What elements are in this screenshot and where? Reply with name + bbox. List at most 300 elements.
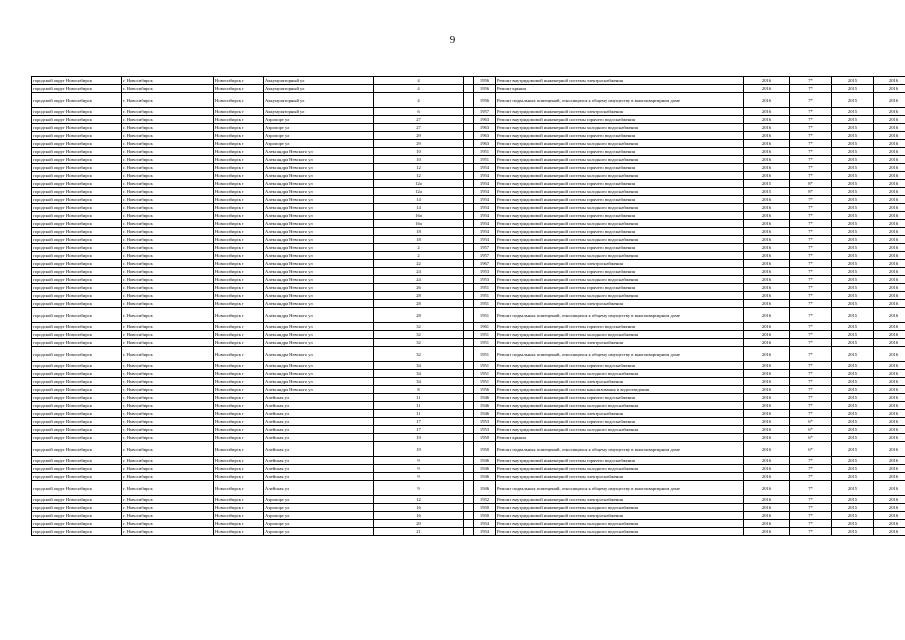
cell-settlement: г. Новосибирск bbox=[122, 180, 214, 188]
cell-work-type: Ремонт подвальных помещений, относящихся к общему имуществу в многоквартирном доме bbox=[496, 442, 744, 457]
cell-plan-year: 2016 bbox=[744, 77, 790, 85]
cell-house-number: 2 bbox=[374, 244, 464, 252]
cell-plan-year: 2016 bbox=[744, 331, 790, 339]
cell-blank bbox=[464, 496, 474, 504]
cell-build-year: 1951 bbox=[474, 292, 496, 300]
cell-blank bbox=[464, 323, 474, 331]
cell-priority: 7* bbox=[790, 85, 832, 93]
cell-house-number: 34 bbox=[374, 370, 464, 378]
table-row bbox=[32, 252, 905, 260]
cell-priority: 7* bbox=[790, 148, 832, 156]
cell-street: Алейская ул bbox=[264, 426, 374, 434]
cell-settlement: г. Новосибирск bbox=[122, 512, 214, 520]
cell-plan-year: 2016 bbox=[744, 276, 790, 284]
cell-period-end: 2016 bbox=[874, 512, 905, 520]
cell-house-number: 28 bbox=[374, 292, 464, 300]
cell-city: Новосибирск г bbox=[214, 156, 264, 164]
cell-plan-year: 2016 bbox=[744, 520, 790, 528]
cell-period-start: 2015 bbox=[832, 108, 874, 116]
cell-build-year: 1957 bbox=[474, 244, 496, 252]
cell-house-number: 2 bbox=[374, 252, 464, 260]
cell-priority: 6* bbox=[790, 418, 832, 426]
cell-period-start: 2015 bbox=[832, 196, 874, 204]
cell-priority: 7* bbox=[790, 292, 832, 300]
cell-priority: 7* bbox=[790, 481, 832, 496]
cell-house-number: 27 bbox=[374, 124, 464, 132]
cell-settlement: г. Новосибирск bbox=[122, 268, 214, 276]
cell-priority: 7* bbox=[790, 308, 832, 323]
cell-plan-year: 2016 bbox=[744, 362, 790, 370]
cell-municipality: городской округ Новосибирск bbox=[32, 300, 122, 308]
cell-house-number: 16a bbox=[374, 212, 464, 220]
cell-period-end: 2016 bbox=[874, 260, 905, 268]
cell-plan-year: 2016 bbox=[744, 410, 790, 418]
cell-priority: 7* bbox=[790, 323, 832, 331]
cell-work-type: Ремонт внутридомовой инженерной системы холодного водоснабжения bbox=[496, 156, 744, 164]
cell-priority: 7* bbox=[790, 77, 832, 85]
cell-build-year: 1954 bbox=[474, 188, 496, 196]
cell-house-number: 28 bbox=[374, 300, 464, 308]
cell-house-number: 28 bbox=[374, 308, 464, 323]
cell-work-type: Ремонт крыши bbox=[496, 85, 744, 93]
cell-blank bbox=[464, 528, 474, 536]
cell-build-year: 1956 bbox=[474, 85, 496, 93]
table-row bbox=[32, 308, 905, 323]
cell-house-number: 24 bbox=[374, 268, 464, 276]
cell-plan-year: 2016 bbox=[744, 457, 790, 465]
cell-period-end: 2016 bbox=[874, 132, 905, 140]
cell-build-year: 1954 bbox=[474, 204, 496, 212]
cell-plan-year: 2016 bbox=[744, 434, 790, 442]
cell-period-start: 2015 bbox=[832, 394, 874, 402]
cell-settlement: г. Новосибирск bbox=[122, 339, 214, 347]
cell-settlement: г. Новосибирск bbox=[122, 300, 214, 308]
cell-city: Новосибирск г bbox=[214, 172, 264, 180]
cell-priority: 7* bbox=[790, 132, 832, 140]
cell-priority: 6* bbox=[790, 426, 832, 434]
cell-settlement: г. Новосибирск bbox=[122, 212, 214, 220]
cell-city: Новосибирск г bbox=[214, 252, 264, 260]
cell-blank bbox=[464, 402, 474, 410]
cell-priority: 7* bbox=[790, 196, 832, 204]
cell-priority: 7* bbox=[790, 204, 832, 212]
table-row bbox=[32, 378, 905, 386]
table-row bbox=[32, 156, 905, 164]
cell-priority: 7* bbox=[790, 164, 832, 172]
cell-period-start: 2015 bbox=[832, 164, 874, 172]
cell-build-year: 1963 bbox=[474, 140, 496, 148]
cell-city: Новосибирск г bbox=[214, 402, 264, 410]
table-row bbox=[32, 140, 905, 148]
cell-period-start: 2015 bbox=[832, 465, 874, 473]
table-row bbox=[32, 434, 905, 442]
cell-priority: 7* bbox=[790, 410, 832, 418]
cell-street: Александра Невского ул bbox=[264, 196, 374, 204]
cell-house-number: 11 bbox=[374, 410, 464, 418]
cell-priority: 7* bbox=[790, 394, 832, 402]
cell-street: Александра Невского ул bbox=[264, 244, 374, 252]
cell-plan-year: 2016 bbox=[744, 323, 790, 331]
cell-priority: 7* bbox=[790, 378, 832, 386]
table-row bbox=[32, 331, 905, 339]
cell-period-start: 2015 bbox=[832, 370, 874, 378]
cell-municipality: городской округ Новосибирск bbox=[32, 347, 122, 362]
cell-blank bbox=[464, 236, 474, 244]
cell-period-start: 2015 bbox=[832, 93, 874, 108]
cell-period-end: 2016 bbox=[874, 457, 905, 465]
cell-city: Новосибирск г bbox=[214, 520, 264, 528]
cell-settlement: г. Новосибирск bbox=[122, 132, 214, 140]
cell-period-end: 2016 bbox=[874, 386, 905, 394]
cell-street: Аэропорт ул bbox=[264, 124, 374, 132]
cell-plan-year: 2016 bbox=[744, 252, 790, 260]
cell-house-number: 21 bbox=[374, 528, 464, 536]
cell-work-type: Ремонт внутридомовой инженерной системы горячего водоснабжения bbox=[496, 457, 744, 465]
cell-period-start: 2015 bbox=[832, 252, 874, 260]
cell-priority: 7* bbox=[790, 528, 832, 536]
table-row bbox=[32, 394, 905, 402]
cell-house-number: 9 bbox=[374, 473, 464, 481]
cell-settlement: г. Новосибирск bbox=[122, 164, 214, 172]
cell-city: Новосибирск г bbox=[214, 180, 264, 188]
cell-period-end: 2016 bbox=[874, 196, 905, 204]
cell-street: Алейская ул bbox=[264, 410, 374, 418]
cell-build-year: 1963 bbox=[474, 132, 496, 140]
cell-work-type: Ремонт внутридомовой инженерной системы горячего водоснабжения bbox=[496, 418, 744, 426]
cell-period-start: 2015 bbox=[832, 457, 874, 465]
cell-municipality: городской округ Новосибирск bbox=[32, 124, 122, 132]
cell-plan-year: 2016 bbox=[744, 465, 790, 473]
cell-municipality: городской округ Новосибирск bbox=[32, 212, 122, 220]
cell-period-start: 2015 bbox=[832, 481, 874, 496]
table-row bbox=[32, 180, 905, 188]
cell-municipality: городской округ Новосибирск bbox=[32, 457, 122, 465]
cell-city: Новосибирск г bbox=[214, 394, 264, 402]
cell-house-number: 4 bbox=[374, 93, 464, 108]
cell-build-year: 1954 bbox=[474, 528, 496, 536]
cell-period-end: 2016 bbox=[874, 481, 905, 496]
cell-blank bbox=[464, 370, 474, 378]
cell-plan-year: 2016 bbox=[744, 260, 790, 268]
cell-period-end: 2016 bbox=[874, 116, 905, 124]
cell-blank bbox=[464, 410, 474, 418]
table-row bbox=[32, 132, 905, 140]
cell-city: Новосибирск г bbox=[214, 378, 264, 386]
cell-city: Новосибирск г bbox=[214, 85, 264, 93]
cell-municipality: городской округ Новосибирск bbox=[32, 418, 122, 426]
cell-work-type: Ремонт внутридомовой инженерной системы холодного водоснабжения bbox=[496, 140, 744, 148]
table-row bbox=[32, 339, 905, 347]
cell-city: Новосибирск г bbox=[214, 108, 264, 116]
cell-work-type: Ремонт внутридомовой инженерной системы холодного водоснабжения bbox=[496, 504, 744, 512]
cell-street: Аэропорт ул bbox=[264, 520, 374, 528]
cell-build-year: 1957 bbox=[474, 252, 496, 260]
cell-work-type: Ремонт внутридомовой инженерной системы электроснабжения bbox=[496, 300, 744, 308]
cell-city: Новосибирск г bbox=[214, 228, 264, 236]
table-row bbox=[32, 370, 905, 378]
cell-municipality: городской округ Новосибирск bbox=[32, 228, 122, 236]
table-row bbox=[32, 212, 905, 220]
cell-blank bbox=[464, 418, 474, 426]
cell-house-number: 9 bbox=[374, 481, 464, 496]
cell-period-start: 2015 bbox=[832, 116, 874, 124]
cell-plan-year: 2016 bbox=[744, 284, 790, 292]
cell-plan-year: 2016 bbox=[744, 481, 790, 496]
table-row bbox=[32, 196, 905, 204]
cell-period-end: 2016 bbox=[874, 228, 905, 236]
cell-period-start: 2015 bbox=[832, 362, 874, 370]
cell-period-end: 2016 bbox=[874, 378, 905, 386]
cell-period-start: 2015 bbox=[832, 442, 874, 457]
cell-municipality: городской округ Новосибирск bbox=[32, 496, 122, 504]
cell-settlement: г. Новосибирск bbox=[122, 188, 214, 196]
cell-work-type: Ремонт внутридомовой инженерной системы холодного водоснабжения bbox=[496, 276, 744, 284]
cell-period-end: 2016 bbox=[874, 442, 905, 457]
cell-build-year: 1946 bbox=[474, 457, 496, 465]
cell-municipality: городской округ Новосибирск bbox=[32, 156, 122, 164]
cell-build-year: 1951 bbox=[474, 362, 496, 370]
cell-build-year: 1951 bbox=[474, 284, 496, 292]
cell-street: Александра Невского ул bbox=[264, 339, 374, 347]
cell-period-end: 2016 bbox=[874, 339, 905, 347]
cell-city: Новосибирск г bbox=[214, 434, 264, 442]
cell-street: Александра Невского ул bbox=[264, 284, 374, 292]
cell-build-year: 1951 bbox=[474, 347, 496, 362]
cell-street: Александра Невского ул bbox=[264, 260, 374, 268]
cell-period-start: 2015 bbox=[832, 496, 874, 504]
cell-period-start: 2015 bbox=[832, 77, 874, 85]
cell-period-end: 2016 bbox=[874, 156, 905, 164]
cell-house-number: 32 bbox=[374, 339, 464, 347]
cell-blank bbox=[464, 260, 474, 268]
cell-plan-year: 2016 bbox=[744, 156, 790, 164]
cell-settlement: г. Новосибирск bbox=[122, 108, 214, 116]
cell-build-year: 1946 bbox=[474, 465, 496, 473]
cell-street: Александра Невского ул bbox=[264, 331, 374, 339]
cell-period-start: 2015 bbox=[832, 308, 874, 323]
cell-work-type: Ремонт внутридомовой инженерной системы холодного водоснабжения bbox=[496, 124, 744, 132]
cell-street: Александра Невского ул bbox=[264, 156, 374, 164]
cell-settlement: г. Новосибирск bbox=[122, 228, 214, 236]
table-row bbox=[32, 220, 905, 228]
cell-priority: 7* bbox=[790, 402, 832, 410]
cell-municipality: городской округ Новосибирск bbox=[32, 402, 122, 410]
cell-priority: 7* bbox=[790, 93, 832, 108]
cell-period-start: 2015 bbox=[832, 180, 874, 188]
cell-city: Новосибирск г bbox=[214, 284, 264, 292]
table-row bbox=[32, 93, 905, 108]
cell-blank bbox=[464, 244, 474, 252]
cell-blank bbox=[464, 116, 474, 124]
cell-house-number: 24 bbox=[374, 276, 464, 284]
cell-work-type: Ремонт внутридомовой инженерной системы холодного водоснабжения bbox=[496, 236, 744, 244]
cell-city: Новосибирск г bbox=[214, 481, 264, 496]
cell-street: Александра Невского ул bbox=[264, 236, 374, 244]
cell-plan-year: 2016 bbox=[744, 528, 790, 536]
cell-priority: 7* bbox=[790, 347, 832, 362]
cell-street: Александра Невского ул bbox=[264, 252, 374, 260]
cell-period-end: 2016 bbox=[874, 410, 905, 418]
cell-street: Аэропорт ул bbox=[264, 496, 374, 504]
cell-build-year: 1951 bbox=[474, 148, 496, 156]
cell-period-end: 2016 bbox=[874, 292, 905, 300]
cell-blank bbox=[464, 132, 474, 140]
cell-blank bbox=[464, 268, 474, 276]
cell-street: Александра Невского ул bbox=[264, 276, 374, 284]
cell-municipality: городской округ Новосибирск bbox=[32, 204, 122, 212]
cell-plan-year: 2016 bbox=[744, 85, 790, 93]
cell-period-start: 2015 bbox=[832, 156, 874, 164]
cell-street: Александра Невского ул bbox=[264, 347, 374, 362]
cell-street: Алейская ул bbox=[264, 465, 374, 473]
cell-plan-year: 2016 bbox=[744, 300, 790, 308]
cell-build-year: 1951 bbox=[474, 378, 496, 386]
cell-priority: 7* bbox=[790, 228, 832, 236]
cell-period-start: 2015 bbox=[832, 148, 874, 156]
cell-build-year: 1954 bbox=[474, 212, 496, 220]
cell-house-number: 16 bbox=[374, 512, 464, 520]
cell-house-number: 10 bbox=[374, 156, 464, 164]
cell-period-start: 2015 bbox=[832, 268, 874, 276]
cell-work-type: Ремонт крыши bbox=[496, 434, 744, 442]
cell-blank bbox=[464, 93, 474, 108]
cell-city: Новосибирск г bbox=[214, 268, 264, 276]
cell-priority: 7* bbox=[790, 244, 832, 252]
cell-build-year: 1950 bbox=[474, 442, 496, 457]
cell-settlement: г. Новосибирск bbox=[122, 236, 214, 244]
table-row bbox=[32, 300, 905, 308]
cell-priority: 7* bbox=[790, 108, 832, 116]
cell-priority: 7* bbox=[790, 465, 832, 473]
cell-settlement: г. Новосибирск bbox=[122, 465, 214, 473]
cell-work-type: Ремонт внутридомовой инженерной системы горячего водоснабжения bbox=[496, 284, 744, 292]
cell-settlement: г. Новосибирск bbox=[122, 504, 214, 512]
cell-house-number: 4 bbox=[374, 77, 464, 85]
cell-build-year: 1946 bbox=[474, 410, 496, 418]
cell-build-year: 1946 bbox=[474, 473, 496, 481]
cell-municipality: городской округ Новосибирск bbox=[32, 284, 122, 292]
cell-period-end: 2016 bbox=[874, 276, 905, 284]
cell-settlement: г. Новосибирск bbox=[122, 93, 214, 108]
cell-plan-year: 2016 bbox=[744, 268, 790, 276]
cell-municipality: городской округ Новосибирск bbox=[32, 442, 122, 457]
cell-municipality: городской округ Новосибирск bbox=[32, 244, 122, 252]
cell-street: Александра Невского ул bbox=[264, 204, 374, 212]
cell-municipality: городской округ Новосибирск bbox=[32, 108, 122, 116]
cell-priority: 7* bbox=[790, 268, 832, 276]
table-row bbox=[32, 426, 905, 434]
cell-plan-year: 2016 bbox=[744, 370, 790, 378]
cell-municipality: городской округ Новосибирск bbox=[32, 410, 122, 418]
cell-period-start: 2015 bbox=[832, 132, 874, 140]
cell-period-end: 2016 bbox=[874, 93, 905, 108]
cell-period-end: 2016 bbox=[874, 108, 905, 116]
cell-city: Новосибирск г bbox=[214, 362, 264, 370]
cell-house-number: 14 bbox=[374, 204, 464, 212]
cell-house-number: 8 bbox=[374, 386, 464, 394]
cell-house-number: 18 bbox=[374, 228, 464, 236]
cell-work-type: Ремонт подвальных помещений, относящихся к общему имуществу в многоквартирном доме bbox=[496, 347, 744, 362]
cell-work-type: Ремонт внутридомовой инженерной системы горячего водоснабжения bbox=[496, 323, 744, 331]
cell-period-start: 2015 bbox=[832, 331, 874, 339]
cell-period-end: 2016 bbox=[874, 124, 905, 132]
cell-street: Алейская ул bbox=[264, 434, 374, 442]
cell-municipality: городской округ Новосибирск bbox=[32, 512, 122, 520]
cell-priority: 8* bbox=[790, 188, 832, 196]
cell-period-end: 2016 bbox=[874, 140, 905, 148]
cell-city: Новосибирск г bbox=[214, 410, 264, 418]
cell-build-year: 1954 bbox=[474, 180, 496, 188]
cell-build-year: 1956 bbox=[474, 386, 496, 394]
cell-street: Аккумуляторный ул bbox=[264, 93, 374, 108]
cell-municipality: городской округ Новосибирск bbox=[32, 172, 122, 180]
cell-work-type: Ремонт внутридомовой инженерной системы электроснабжения bbox=[496, 512, 744, 520]
table-row bbox=[32, 520, 905, 528]
cell-work-type: Ремонт внутридомовой инженерной системы горячего водоснабжения bbox=[496, 362, 744, 370]
cell-build-year: 1951 bbox=[474, 370, 496, 378]
cell-period-end: 2016 bbox=[874, 180, 905, 188]
cell-settlement: г. Новосибирск bbox=[122, 292, 214, 300]
cell-work-type: Ремонт внутридомовой инженерной системы холодного водоснабжения bbox=[496, 220, 744, 228]
cell-priority: 7* bbox=[790, 339, 832, 347]
cell-priority: 7* bbox=[790, 504, 832, 512]
cell-house-number: 10 bbox=[374, 148, 464, 156]
cell-plan-year: 2016 bbox=[744, 418, 790, 426]
cell-city: Новосибирск г bbox=[214, 418, 264, 426]
cell-build-year: 1950 bbox=[474, 512, 496, 520]
cell-build-year: 1952 bbox=[474, 496, 496, 504]
cell-settlement: г. Новосибирск bbox=[122, 378, 214, 386]
cell-period-start: 2015 bbox=[832, 520, 874, 528]
cell-period-end: 2016 bbox=[874, 172, 905, 180]
cell-city: Новосибирск г bbox=[214, 124, 264, 132]
cell-blank bbox=[464, 473, 474, 481]
cell-period-start: 2015 bbox=[832, 292, 874, 300]
cell-build-year: 1957 bbox=[474, 108, 496, 116]
cell-blank bbox=[464, 362, 474, 370]
cell-plan-year: 2016 bbox=[744, 473, 790, 481]
cell-period-end: 2016 bbox=[874, 331, 905, 339]
cell-work-type: Ремонт внутридомовой инженерной системы электроснабжения bbox=[496, 473, 744, 481]
cell-work-type: Ремонт внутридомовой инженерной системы горячего водоснабжения bbox=[496, 228, 744, 236]
cell-priority: 7* bbox=[790, 457, 832, 465]
table-row bbox=[32, 244, 905, 252]
cell-settlement: г. Новосибирск bbox=[122, 434, 214, 442]
cell-house-number: 29 bbox=[374, 132, 464, 140]
cell-city: Новосибирск г bbox=[214, 212, 264, 220]
cell-priority: 7* bbox=[790, 370, 832, 378]
cell-city: Новосибирск г bbox=[214, 140, 264, 148]
table-row bbox=[32, 284, 905, 292]
cell-build-year: 1956 bbox=[474, 77, 496, 85]
cell-work-type: Ремонт внутридомовой инженерной системы холодного водоснабжения bbox=[496, 520, 744, 528]
cell-city: Новосибирск г bbox=[214, 308, 264, 323]
table-row bbox=[32, 418, 905, 426]
cell-settlement: г. Новосибирск bbox=[122, 370, 214, 378]
cell-priority: 7* bbox=[790, 172, 832, 180]
cell-period-start: 2015 bbox=[832, 244, 874, 252]
cell-work-type: Ремонт внутридомовой инженерной системы горячего водоснабжения bbox=[496, 164, 744, 172]
cell-city: Новосибирск г bbox=[214, 442, 264, 457]
cell-plan-year: 2016 bbox=[744, 124, 790, 132]
cell-work-type: Ремонт внутридомовой инженерной системы холодного водоснабжения bbox=[496, 402, 744, 410]
cell-street: Аккумуляторный ул bbox=[264, 108, 374, 116]
cell-municipality: городской округ Новосибирск bbox=[32, 85, 122, 93]
cell-period-end: 2016 bbox=[874, 402, 905, 410]
cell-priority: 7* bbox=[790, 140, 832, 148]
cell-municipality: городской округ Новосибирск bbox=[32, 473, 122, 481]
cell-priority: 7* bbox=[790, 512, 832, 520]
